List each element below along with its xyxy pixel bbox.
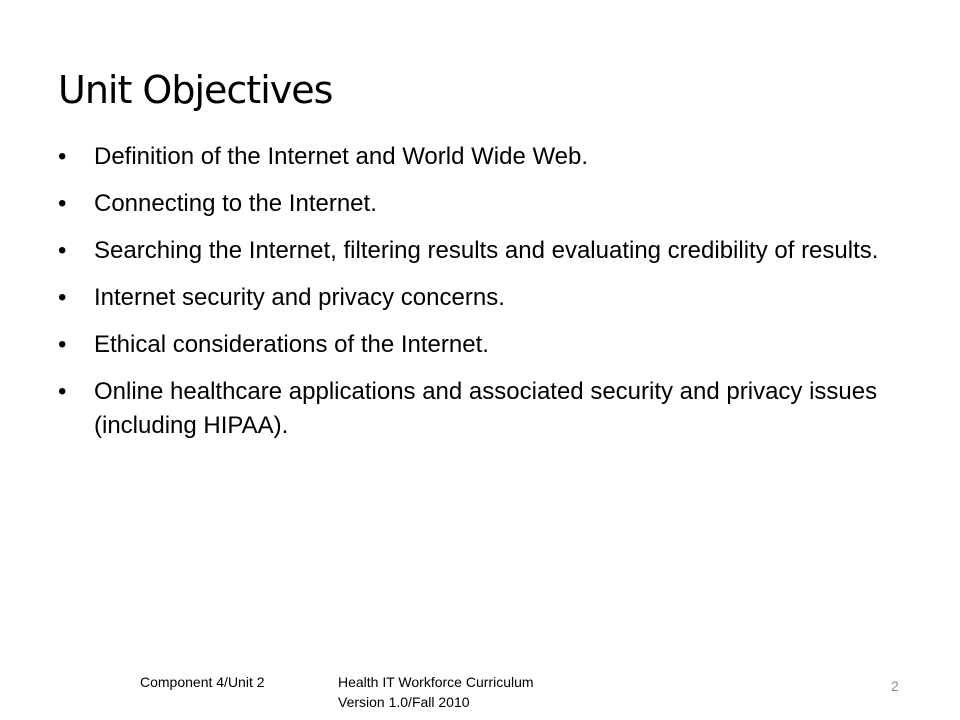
list-item-text: Ethical considerations of the Internet. <box>94 331 489 358</box>
list-item-text: Searching the Internet, filtering results and evaluating credibility of results. <box>94 237 879 264</box>
list-item-text: Definition of the Internet and World Wide Web. <box>94 143 589 170</box>
bullet-icon: • <box>58 331 67 358</box>
bullet-icon: • <box>58 143 67 170</box>
bullet-icon: • <box>58 190 67 217</box>
list-item <box>58 375 908 443</box>
list-item-text: Online healthcare applications and associated security and privacy issues (including HIPAA). <box>94 378 878 439</box>
footer-component: Component 4/Unit 2 <box>140 674 265 690</box>
list-item <box>58 234 908 268</box>
footer-curriculum <box>338 672 534 712</box>
bullet-icon: • <box>58 237 67 264</box>
list-item <box>58 328 908 362</box>
list-item <box>58 281 908 315</box>
bullet-icon: • <box>58 284 67 311</box>
slide-title: Unit Objectives <box>58 68 333 112</box>
bullet-icon: • <box>58 378 67 405</box>
list-item <box>58 187 908 221</box>
list-item-text: Connecting to the Internet. <box>94 190 377 217</box>
footer-curriculum-title: Health IT Workforce Curriculum <box>338 674 534 690</box>
page-number: 2 <box>891 678 899 694</box>
objectives-list <box>58 140 908 456</box>
list-item <box>58 140 908 174</box>
footer-version: Version 1.0/Fall 2010 <box>338 694 470 710</box>
list-item-text: Internet security and privacy concerns. <box>94 284 505 311</box>
